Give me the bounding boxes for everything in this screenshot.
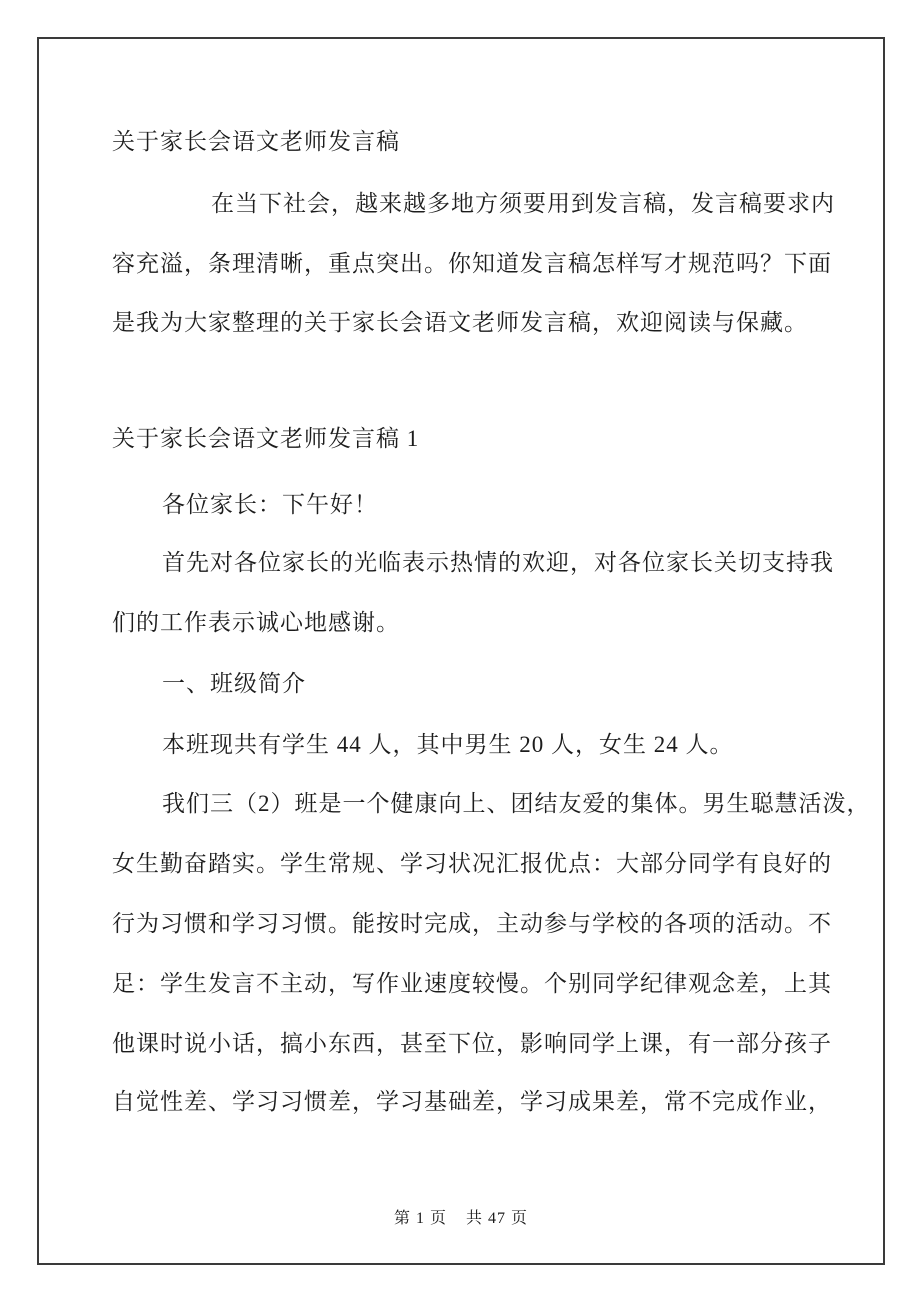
text-line: 我们三（2）班是一个健康向上、团结友爱的集体。男生聪慧活泼， [162,791,871,816]
document-page [37,37,885,1265]
page-footer [39,1205,883,1228]
text-line: 他课时说小话，搞小东西，甚至下位，影响同学上课，有一部分孩子 [112,1031,832,1056]
text-line: 在当下社会，越来越多地方须要用到发言稿，发言稿要求内 [211,191,835,216]
text-line: 足：学生发言不主动，写作业速度较慢。个别同学纪律观念差，上其 [112,971,832,996]
text-line: 一、班级简介 [162,671,306,696]
text-line: 本班现共有学生 44 人，其中男生 20 人，女生 24 人。 [162,732,734,757]
text-line: 各位家长：下午好！ [162,492,378,517]
section-heading: 关于家长会语文老师发言稿 1 [112,426,420,451]
text-line: 行为习惯和学习习惯。能按时完成，主动参与学校的各项的活动。不 [112,911,832,936]
document-title: 关于家长会语文老师发言稿 [112,129,400,154]
text-line: 容充溢，条理清晰，重点突出。你知道发言稿怎样写才规范吗？下面 [112,251,832,276]
text-line: 们的工作表示诚心地感谢。 [112,610,400,635]
page-number-label: 第 1 页 [393,1210,447,1227]
page-total-label: 共 47 页 [466,1210,529,1227]
text-line: 是我为大家整理的关于家长会语文老师发言稿，欢迎阅读与保藏。 [112,310,808,335]
text-line: 首先对各位家长的光临表示热情的欢迎，对各位家长关切支持我 [162,550,834,575]
text-line: 女生勤奋踏实。学生常规、学习状况汇报优点：大部分同学有良好的 [112,851,832,876]
text-line: 自觉性差、学习习惯差，学习基础差，学习成果差，常不完成作业， [112,1089,832,1114]
